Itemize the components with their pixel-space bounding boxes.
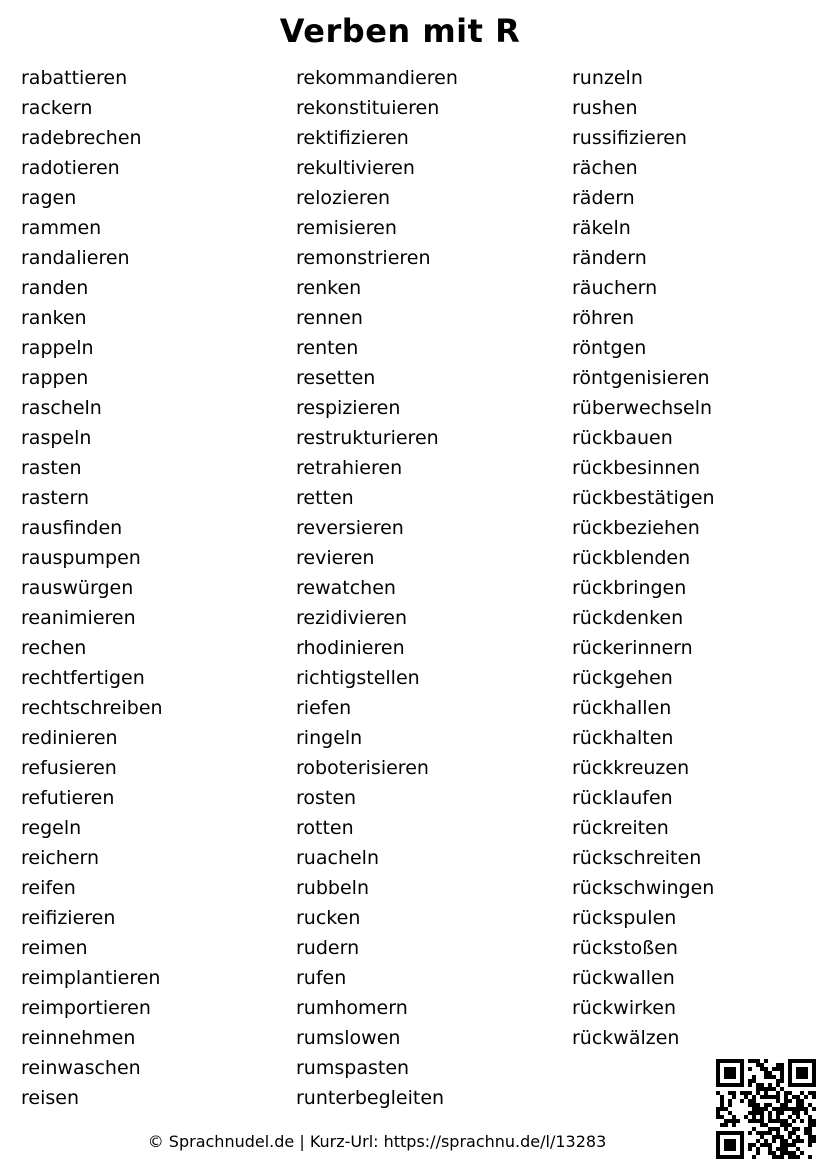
word-item: relozieren	[296, 187, 391, 209]
word-item: rauspumpen	[21, 547, 141, 569]
word-item: richtigstellen	[296, 667, 420, 689]
word-column-2	[296, 63, 458, 1113]
qr-code-icon	[716, 1059, 816, 1159]
word-item: ragen	[21, 187, 77, 209]
word-item: reinwaschen	[21, 1057, 141, 1079]
word-item: ranken	[21, 307, 87, 329]
word-item: renken	[296, 277, 362, 299]
word-item: rechtschreiben	[21, 697, 163, 719]
word-item: refutieren	[21, 787, 115, 809]
word-item: rechtfertigen	[21, 667, 145, 689]
word-item: rumslowen	[296, 1027, 401, 1049]
word-item: redinieren	[21, 727, 118, 749]
word-item: rascheln	[21, 397, 102, 419]
word-item: rückwallen	[572, 967, 675, 989]
word-item: regeln	[21, 817, 82, 839]
word-column-1	[21, 63, 163, 1113]
word-item: rackern	[21, 97, 93, 119]
word-item: rückkreuzen	[572, 757, 690, 779]
word-item: rückstoßen	[572, 937, 678, 959]
word-item: rappen	[21, 367, 89, 389]
word-item: ringeln	[296, 727, 363, 749]
word-item: rumhomern	[296, 997, 408, 1019]
word-item: remisieren	[296, 217, 397, 239]
word-item: rückerinnern	[572, 637, 693, 659]
word-item: rücklaufen	[572, 787, 673, 809]
word-item: rückwälzen	[572, 1027, 680, 1049]
word-item: rauswürgen	[21, 577, 134, 599]
word-item: röntgenisieren	[572, 367, 710, 389]
word-item: rückreiten	[572, 817, 669, 839]
word-item: revieren	[296, 547, 375, 569]
word-item: rückbesinnen	[572, 457, 701, 479]
word-item: rotten	[296, 817, 354, 839]
word-item: runzeln	[572, 67, 643, 89]
word-item: räkeln	[572, 217, 631, 239]
word-item: rastern	[21, 487, 90, 509]
word-item: reanimieren	[21, 607, 136, 629]
word-item: rückblenden	[572, 547, 691, 569]
word-item: reimen	[21, 937, 88, 959]
word-item: rändern	[572, 247, 647, 269]
word-item: reifizieren	[21, 907, 116, 929]
word-item: rückhallen	[572, 697, 672, 719]
word-item: rückhalten	[572, 727, 674, 749]
word-item: randen	[21, 277, 89, 299]
word-item: reifen	[21, 877, 76, 899]
word-item: rosten	[296, 787, 357, 809]
word-item: reinnehmen	[21, 1027, 136, 1049]
word-item: rasten	[21, 457, 82, 479]
word-item: rewatchen	[296, 577, 396, 599]
word-item: riefen	[296, 697, 352, 719]
word-item: rekultivieren	[296, 157, 415, 179]
word-item: röntgen	[572, 337, 647, 359]
word-item: rabattieren	[21, 67, 128, 89]
word-item: rekommandieren	[296, 67, 458, 89]
word-item: reichern	[21, 847, 100, 869]
word-item: rubbeln	[296, 877, 369, 899]
word-item: rhodinieren	[296, 637, 405, 659]
word-item: roboterisieren	[296, 757, 429, 779]
word-item: russifizieren	[572, 127, 687, 149]
word-item: rausfinden	[21, 517, 123, 539]
word-item: röhren	[572, 307, 635, 329]
word-item: randalieren	[21, 247, 130, 269]
word-item: reversieren	[296, 517, 404, 539]
word-item: rückdenken	[572, 607, 684, 629]
page-title: Verben mit R	[279, 12, 521, 50]
word-item: rushen	[572, 97, 638, 119]
word-item: remonstrieren	[296, 247, 431, 269]
word-item: rückwirken	[572, 997, 676, 1019]
word-item: räuchern	[572, 277, 658, 299]
word-item: rektifizieren	[296, 127, 409, 149]
word-item: rädern	[572, 187, 635, 209]
word-item: radebrechen	[21, 127, 142, 149]
word-item: rückschwingen	[572, 877, 715, 899]
word-item: raspeln	[21, 427, 92, 449]
footer-credit: © Sprachnudel.de | Kurz-Url: https://sprachnu.de/l/13283	[147, 1132, 607, 1151]
word-item: rudern	[296, 937, 360, 959]
word-item: rucken	[296, 907, 361, 929]
word-item: rückbeziehen	[572, 517, 700, 539]
word-item: rennen	[296, 307, 363, 329]
word-item: rückbauen	[572, 427, 673, 449]
word-item: rüberwechseln	[572, 397, 713, 419]
word-item: runterbegleiten	[296, 1087, 445, 1109]
word-item: rückspulen	[572, 907, 677, 929]
word-item: rufen	[296, 967, 347, 989]
word-item: rückbestätigen	[572, 487, 715, 509]
word-column-3	[572, 63, 715, 1053]
word-item: ruacheln	[296, 847, 379, 869]
word-item: rumspasten	[296, 1057, 410, 1079]
word-item: rückbringen	[572, 577, 687, 599]
word-item: restrukturieren	[296, 427, 439, 449]
word-item: rappeln	[21, 337, 94, 359]
word-item: rächen	[572, 157, 638, 179]
word-item: respizieren	[296, 397, 401, 419]
word-item: radotieren	[21, 157, 120, 179]
word-item: renten	[296, 337, 359, 359]
word-item: retten	[296, 487, 354, 509]
word-item: resetten	[296, 367, 376, 389]
word-item: rechen	[21, 637, 87, 659]
word-item: rückgehen	[572, 667, 673, 689]
word-item: retrahieren	[296, 457, 403, 479]
word-item: rammen	[21, 217, 102, 239]
word-item: reimplantieren	[21, 967, 161, 989]
word-item: rekonstituieren	[296, 97, 440, 119]
word-item: reisen	[21, 1087, 79, 1109]
word-item: refusieren	[21, 757, 117, 779]
word-item: reimportieren	[21, 997, 151, 1019]
word-item: rezidivieren	[296, 607, 408, 629]
word-item: rückschreiten	[572, 847, 702, 869]
